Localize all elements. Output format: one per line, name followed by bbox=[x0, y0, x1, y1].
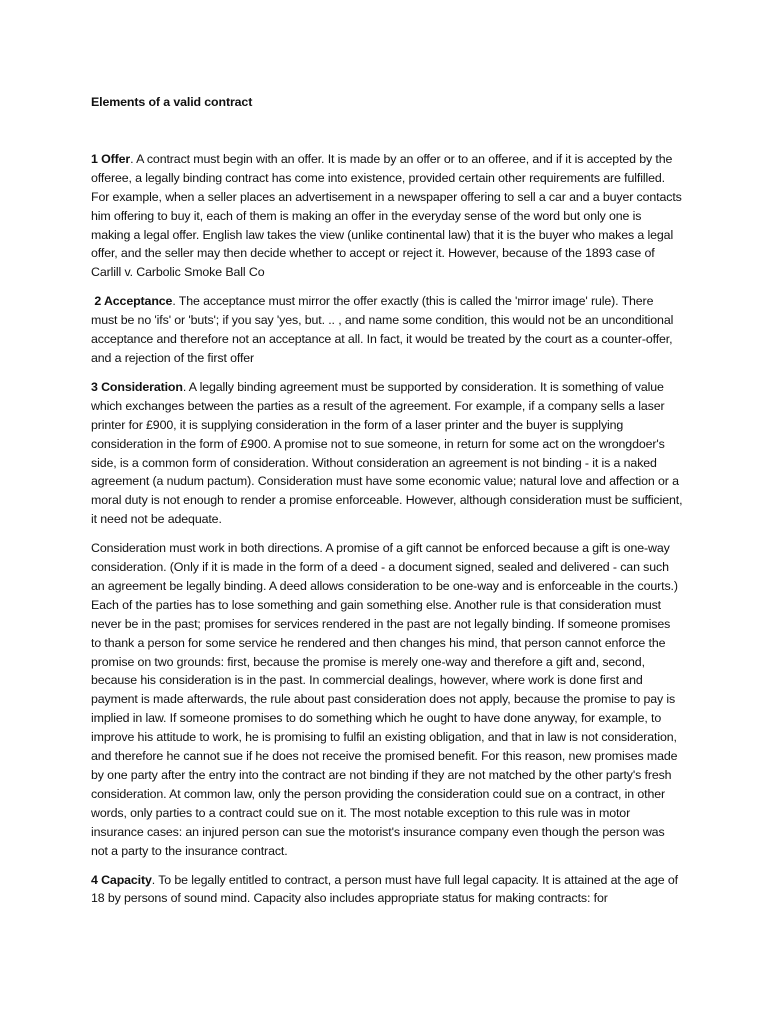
section-acceptance bbox=[91, 292, 683, 368]
section-offer bbox=[91, 150, 683, 282]
section-text-offer: . A contract must begin with an offer. It is made by an offer or to an offeree, and if it is accepted by the offeree, a legally binding contract has come into existence, provided certain other requirements are fulfilled. For example, when a seller places an advertisement in a newspaper offering to sell a car and a buyer contacts him offering to buy it, each of them is making an offer in the everyday sense of the word but only one is making a legal offer. English law takes the view (unlike continental law) that it is the buyer who makes a legal offer, and the seller may then decide whether to accept or reject it. However, because of the 1893 case of Carlill v. Carbolic Smoke Ball Co bbox=[91, 151, 682, 280]
section-capacity bbox=[91, 871, 683, 909]
document-title: Elements of a valid contract bbox=[91, 95, 253, 109]
section-consideration bbox=[91, 378, 683, 529]
section-term-offer: 1 Offer bbox=[91, 151, 131, 166]
section-term-capacity: 4 Capacity bbox=[91, 872, 152, 887]
section-term-consideration: 3 Consideration bbox=[91, 379, 183, 394]
section-text-acceptance: . The acceptance must mirror the offer exactly (this is called the 'mirror image' rule). There must be no 'ifs' or 'buts'; if you say 'yes, but. .. , and name some condition, this would not be an unconditional acceptance and therefore not an acceptance at all. In fact, it would be treated by the court as a counter-offer, and a rejection of the first offer bbox=[91, 294, 674, 365]
section-term-acceptance: 2 Acceptance bbox=[91, 294, 173, 309]
section-consideration-continued bbox=[91, 539, 683, 860]
section-text-consideration: . A legally binding agreement must be supported by consideration. It is something of value which exchanges between the parties as a result of the agreement. For example, if a company sells a laser printer for £900, it is supplying consideration in the form of a laser printer and the buyer is supplying consideration in the form of £900. A promise not to sue someone, in return for some act on the wrongdoer's side, is a common form of consideration. Without consideration an agreement is not binding - it is a naked agreement (a nudum pactum). Consideration must have some economic value; natural love and affection or a moral duty is not enough to render a promise enforceable. However, although consideration must be sufficient, it need not be adequate. bbox=[91, 379, 683, 527]
section-text-consideration-continued: Consideration must work in both directions. A promise of a gift cannot be enforced because a gift is one-way consideration. (Only if it is made in the form of a deed - a document signed, sealed and delivered - can such an agreement be legally binding. A deed allows consideration to be one-way and is enforceable in the courts.) Each of the parties has to lose something and gain something else. Another rule is that consideration must never be in the past; promises for services rendered in the past are not legally binding. If someone promises to thank a person for some service he rendered and then changes his mind, that person cannot enforce the promise on two grounds: first, because the promise is merely one-way and therefore a gift and, second, because his consideration is in the past. In commercial dealings, however, where work is done first and payment is made afterwards, the rule about past consideration does not apply, because the promise to pay is implied in law. If someone promises to do something which he ought to have done anyway, for example, to improve his attitude to work, he is promising to fulfil an existing obligation, and that in law is not consideration, and therefore he cannot sue if he does not receive the promised benefit. For this reason, new promises made by one party after the entry into the contract are not binding if they are not matched by the other party's fresh consideration. At common law, only the person providing the consideration could sue on a contract, in other words, only parties to a contract could sue on it. The most notable exception to this rule was in motor insurance cases: an injured person can sue the motorist's insurance company even though the person was not a party to the insurance contract. bbox=[91, 541, 678, 858]
section-text-capacity: . To be legally entitled to contract, a person must have full legal capacity. It is attained at the age of 18 by persons of sound mind. Capacity also includes appropriate status for making contracts: for bbox=[91, 872, 678, 906]
document-body bbox=[91, 93, 683, 918]
